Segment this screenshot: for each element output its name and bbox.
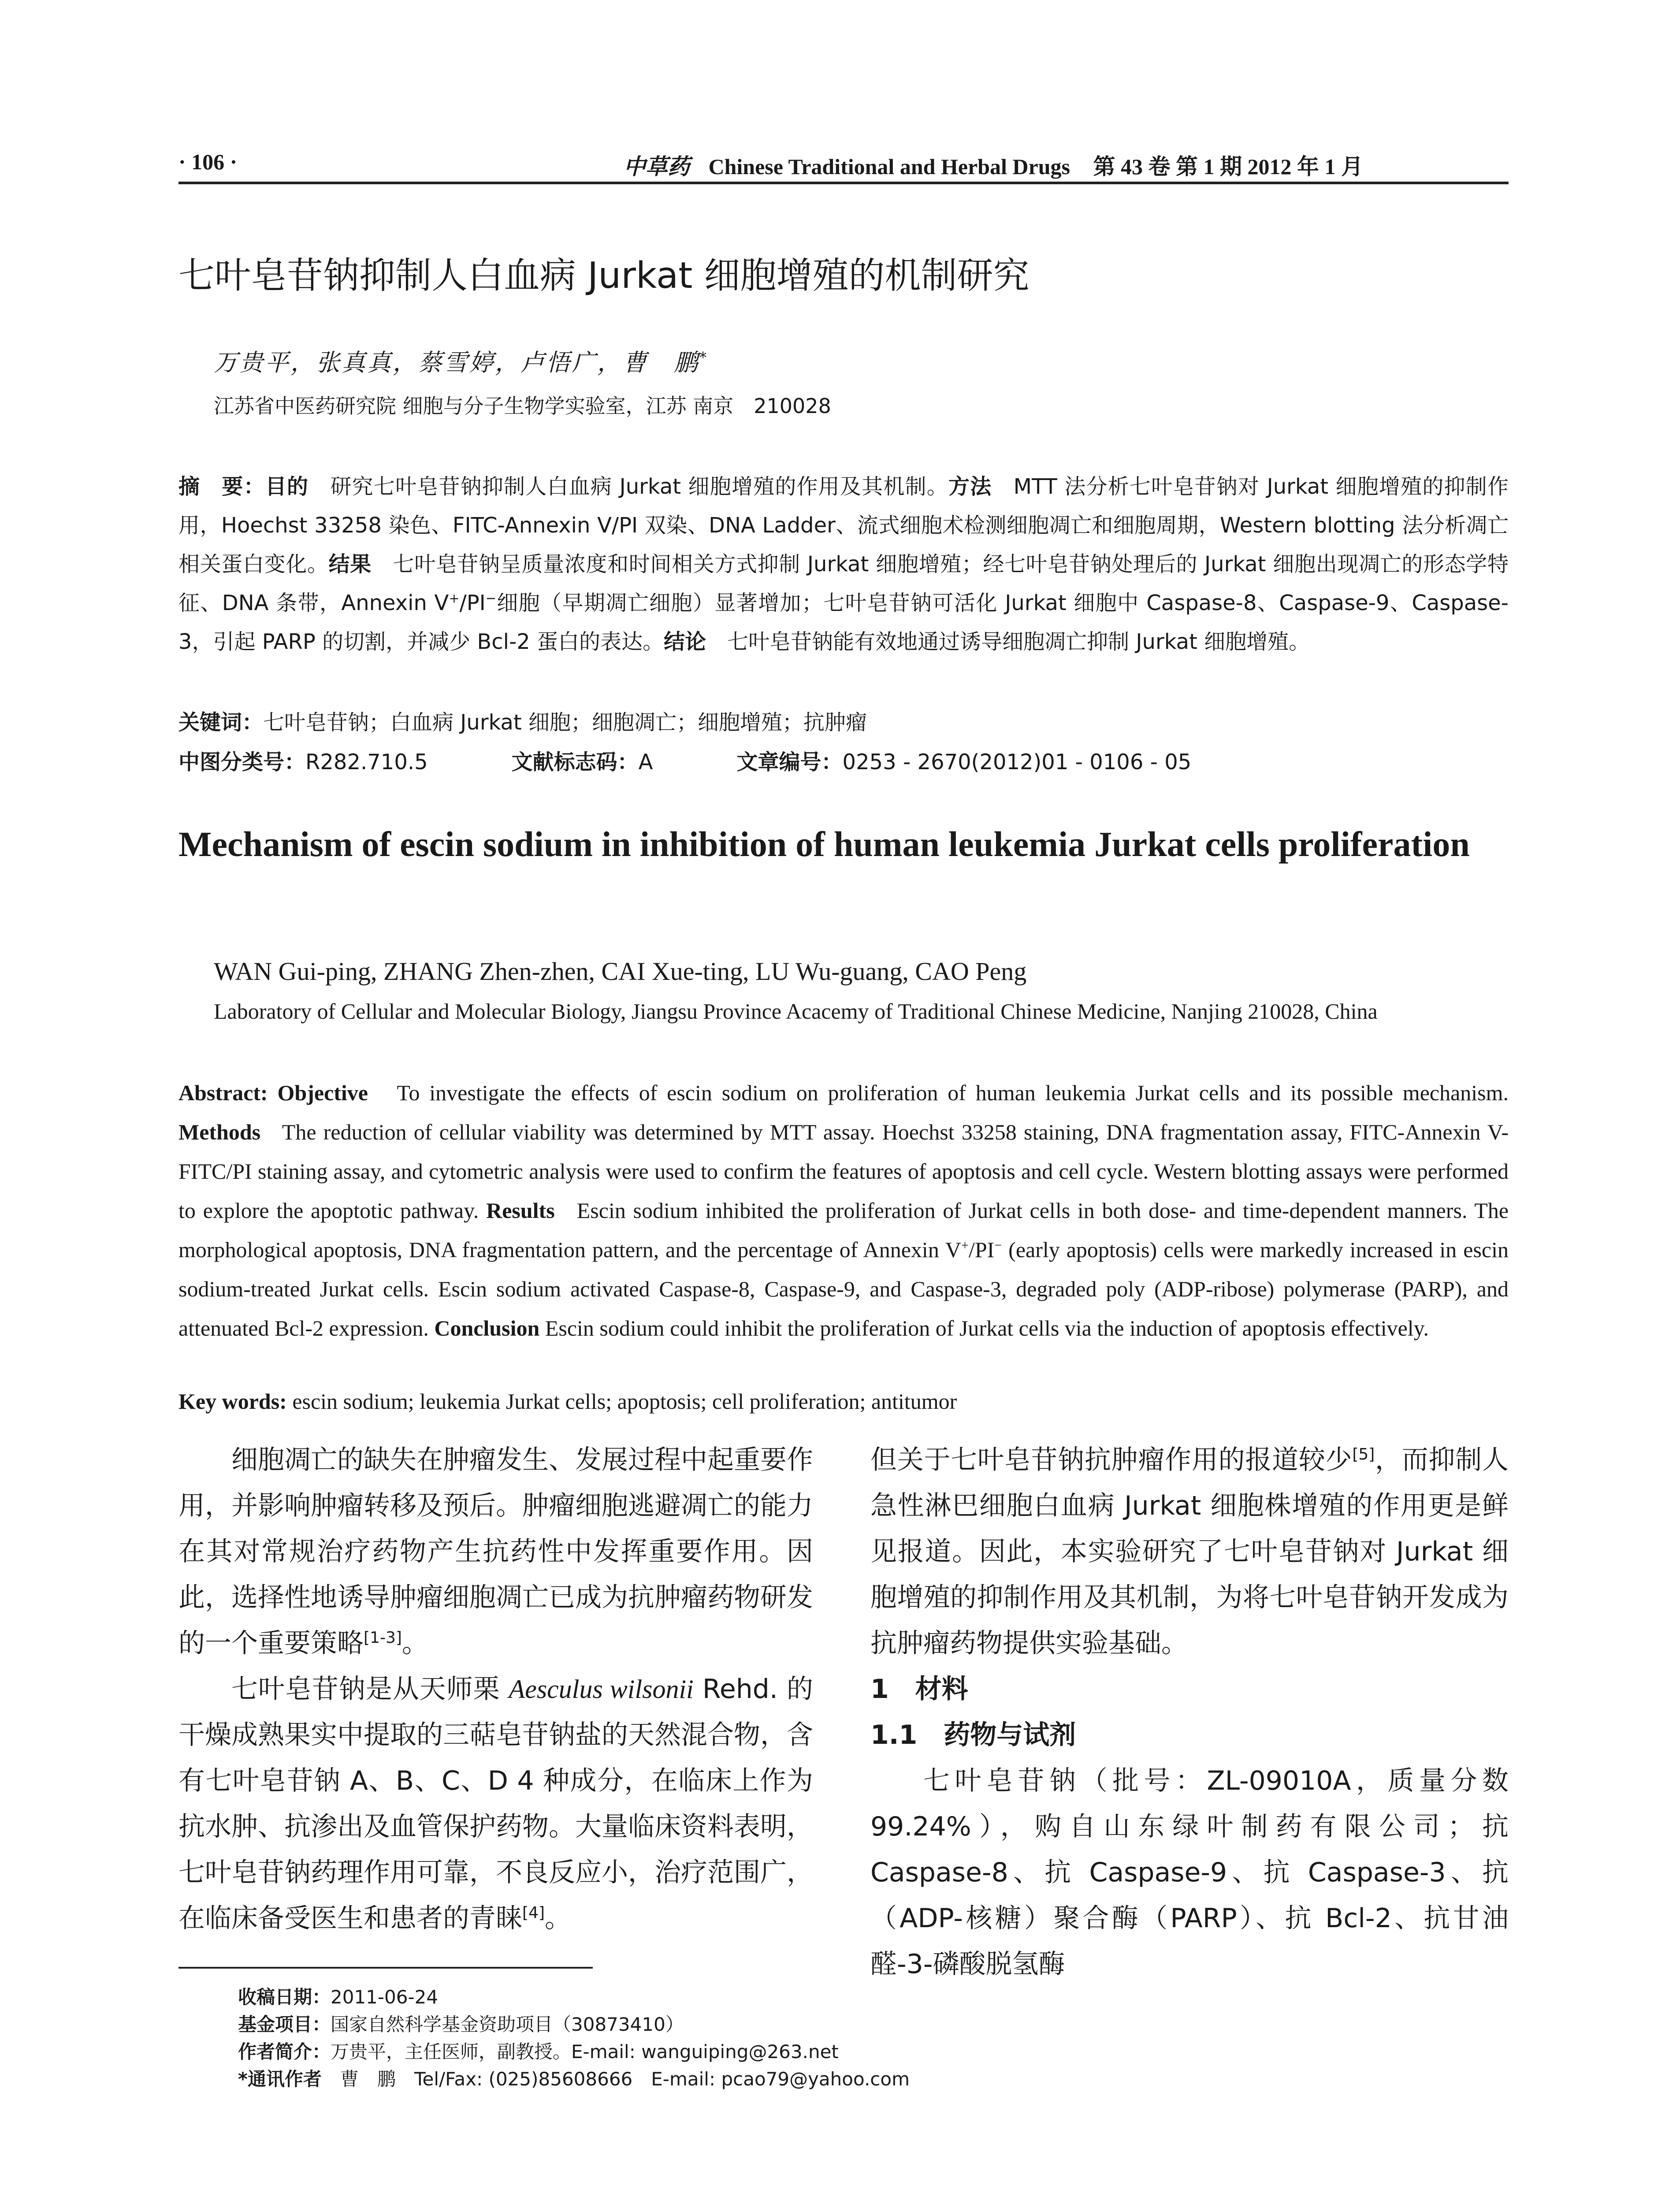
- affiliation-cn: 江苏省中医药研究院 细胞与分子生物学实验室，江苏 南京 210028: [214, 394, 831, 418]
- body-column-right: [870, 1437, 1509, 1987]
- footnote-received: [238, 1984, 910, 2011]
- title-cn: 七叶皂苷钠抑制人白血病 Jurkat 细胞增殖的机制研究: [178, 255, 1030, 297]
- article-label: 文章编号：: [736, 750, 843, 774]
- superscript-plus: +: [961, 1238, 969, 1253]
- body-text: ，而抑制人急性淋巴细胞白血病 Jurkat 细胞株增殖的作用更是鲜见报道。因此，本实验研究了七叶皂苷钠对 Jurkat 细胞增殖的抑制作用及其机制，为将七叶皂苷钠开发成为抗肿瘤药物提供实验基础。: [870, 1445, 1509, 1659]
- keywords-cn-label: 关键词：: [178, 710, 264, 735]
- footnote-text: 2011-06-24: [331, 1986, 439, 2008]
- abstract-en-methods: The reduction of cellular viability was determined by MTT assay. Hoechst 33258 staining, DNA fragmentation assay, FITC-Annexin V-FITC/PI staining assay, and cytometric analysis were used to confirm the features of apoptosis and cell cycle. Western blotting assays were performed to explore the apoptotic pathway.: [178, 1120, 1509, 1223]
- abstract-cn-results-c: 细胞（早期凋亡细胞）显著增加；七叶皂苷钠可活化 Jurkat 细胞中 Caspase-8、Caspase-9、Caspase-3，引起 PARP 的切割，并减少 Bcl-2 蛋白的表达。: [178, 591, 1509, 654]
- subsection-heading: 1.1 药物与试剂: [870, 1720, 1076, 1750]
- keywords-cn: [178, 705, 1509, 736]
- citation-ref: [1-3]: [364, 1629, 402, 1647]
- superscript-minus: −: [485, 591, 496, 606]
- footnote-text: 曹 鹏 Tel/Fax: (025)85608666 E-mail: pcao79@yahoo.com: [340, 2068, 910, 2090]
- keywords-en-label: Key words:: [178, 1389, 287, 1414]
- abstract-cn-objective-label: 目的: [265, 474, 309, 499]
- doc-value: A: [638, 750, 653, 774]
- abstract-cn-results-label: 结果: [328, 552, 372, 577]
- body-text: 七叶皂苷钠是从天师栗: [231, 1674, 509, 1705]
- journal-line: [624, 149, 1363, 181]
- article-number: [737, 750, 1192, 774]
- footnote-text: 国家自然科学基金资助项目（30873410）: [331, 2014, 684, 2035]
- body-text: 但关于七叶皂苷钠抗肿瘤作用的报道较少: [870, 1445, 1353, 1475]
- footnote-label: *通讯作者: [238, 2068, 322, 2090]
- species-name: Aesculus wilsonii: [509, 1675, 694, 1704]
- body-paragraph: [870, 1437, 1509, 1666]
- footnote-text: 万贵平，主任医师，副教授。E-mail: wanguiping@263.net: [331, 2041, 839, 2063]
- authors-en: WAN Gui-ping, ZHANG Zhen-zhen, CAI Xue-ting, LU Wu-guang, CAO Peng: [214, 957, 1027, 986]
- journal-name-cn: 中草药: [624, 153, 690, 179]
- abstract-cn: [178, 467, 1509, 661]
- affiliation-en: Laboratory of Cellular and Molecular Biology, Jiangsu Province Acacemy of Traditional Chinese Medicine, Nanjing 210028, China: [214, 999, 1378, 1024]
- article-value: 0253 - 2670(2012)01 - 0106 - 05: [842, 750, 1192, 774]
- clc-code: [178, 750, 428, 774]
- abstract-cn-methods: MTT 法分析七叶皂苷钠对 Jurkat 细胞增殖的抑制作用，Hoechst 33258 染色、FITC-Annexin V/PI 双染、DNA Ladder、流式细胞术检测细胞凋亡和细胞周期，Western blotting 法分析凋亡相关蛋白变化。: [178, 474, 1509, 577]
- footnotes: [238, 1984, 910, 2093]
- abstract-en-conclusion: Escin sodium could inhibit the proliferation of Jurkat cells via the induction of apoptosis effectively.: [545, 1316, 1429, 1340]
- keywords-cn-text: 七叶皂苷钠；白血病 Jurkat 细胞；细胞凋亡；细胞增殖；抗肿瘤: [263, 710, 867, 735]
- keywords-en: [178, 1389, 1509, 1414]
- abstract-cn-label: 摘 要：: [178, 474, 265, 499]
- abstract-cn-conclusion: 七叶皂苷钠能有效地通过诱导细胞凋亡抑制 Jurkat 细胞增殖。: [727, 629, 1310, 654]
- body-paragraph: [178, 1666, 813, 1941]
- abstract-cn-conclusion-label: 结论: [664, 629, 706, 654]
- page-number: · 106 ·: [178, 149, 238, 174]
- running-header: [178, 145, 1509, 181]
- citation-ref: [4]: [522, 1904, 545, 1922]
- abstract-en-objective-label: Objective: [277, 1080, 368, 1105]
- footnote-corresponding: [238, 2066, 910, 2093]
- abstract-en-objective: To investigate the effects of escin sodium on proliferation of human leukemia Jurkat cells and its possible mechanism.: [397, 1080, 1509, 1105]
- superscript-plus: +: [449, 591, 460, 606]
- superscript-minus: −: [994, 1238, 1002, 1253]
- footnote-label: 收稿日期：: [238, 1986, 331, 2008]
- abstract-en-results-b: /PI: [968, 1237, 995, 1262]
- abstract-cn-objective: 研究七叶皂苷钠抑制人白血病 Jurkat 细胞增殖的作用及其机制。: [330, 474, 948, 499]
- footnote-label: 基金项目：: [238, 2014, 331, 2035]
- section-heading: 1 材料: [870, 1674, 968, 1705]
- body-text: 。: [401, 1628, 428, 1659]
- footnote-author: [238, 2038, 910, 2066]
- body-paragraph: 七叶皂苷钠（批号：ZL-09010A，质量分数 99.24%），购自山东绿叶制药有限公司；抗 Caspase-8、抗 Caspase-9、抗 Caspase-3、抗（ADP-核糖）聚合酶（PARP）、抗 Bcl-2、抗甘油醛-3-磷酸脱氢酶: [870, 1765, 1509, 1980]
- journal-issue: 第 43 卷 第 1 期 2012 年 1 月: [1093, 154, 1363, 179]
- doc-code: [512, 750, 653, 774]
- keywords-en-text: escin sodium; leukemia Jurkat cells; apoptosis; cell proliferation; antitumor: [292, 1389, 957, 1414]
- footnote-rule: [178, 1967, 593, 1969]
- abstract-cn-results-b: /PI: [459, 591, 486, 615]
- body-paragraph: [178, 1437, 813, 1666]
- doc-label: 文献标志码：: [511, 750, 639, 774]
- body-text: Rehd. 的干燥成熟果实中提取的三萜皂苷钠盐的天然混合物，含有七叶皂苷钠 A、B、C、D 4 种成分，在临床上作为抗水肿、抗渗出及血管保护药物。大量临床资料表明，七叶皂苷钠药理作用可靠，不良反应小，治疗范围广，在临床备受医生和患者的青睐: [178, 1674, 813, 1934]
- abstract-cn-results-a: 七叶皂苷钠呈质量浓度和时间相关方式抑制 Jurkat 细胞增殖；经七叶皂苷钠处理后的 Jurkat 细胞出现凋亡的形态学特征、DNA 条带，Annexin V: [178, 552, 1509, 615]
- authors-cn: [214, 344, 708, 378]
- abstract-en: [178, 1073, 1509, 1348]
- abstract-cn-methods-label: 方法: [948, 474, 992, 499]
- abstract-en-results-c: (early apoptosis) cells were markedly increased in escin sodium-treated Jurkat cells. Escin sodium activated Caspase-8, Caspase-9, and Caspase-3, degraded poly (ADP-ribose) polymerase (PARP), and attenuated Bcl-2 expression.: [178, 1237, 1509, 1340]
- footnote-label: 作者简介：: [238, 2041, 331, 2063]
- footnote-fund: [238, 2011, 910, 2038]
- body-text: 。: [545, 1903, 571, 1934]
- title-en: Mechanism of escin sodium in inhibition of human leukemia Jurkat cells proliferation: [178, 825, 1470, 864]
- citation-ref: [5]: [1352, 1445, 1375, 1463]
- clc-label: 中图分类号：: [178, 750, 306, 774]
- abstract-en-results-label: Results: [486, 1198, 555, 1223]
- abstract-en-results-a: Escin sodium inhibited the proliferation of Jurkat cells in both dose- and time-dependent manners. The morphological apoptosis, DNA fragmentation pattern, and the percentage of Annexin V: [178, 1198, 1509, 1262]
- abstract-en-label: Abstract:: [178, 1080, 268, 1105]
- abstract-en-conclusion-label: Conclusion: [434, 1316, 540, 1340]
- header-rule: [178, 182, 1509, 184]
- abstract-en-methods-label: Methods: [178, 1120, 261, 1144]
- body-column-left: [178, 1437, 813, 1941]
- corresponding-mark: *: [699, 349, 709, 366]
- clc-value: R282.710.5: [305, 750, 428, 774]
- journal-name-en: Chinese Traditional and Herbal Drugs: [708, 154, 1070, 179]
- authors-cn-names: 万贵平，张真真，蔡雪婷，卢悟广，曹 鹏: [214, 349, 699, 376]
- classification-line: [178, 745, 1509, 775]
- body-text: 细胞凋亡的缺失在肿瘤发生、发展过程中起重要作用，并影响肿瘤转移及预后。肿瘤细胞逃避凋亡的能力在其对常规治疗药物产生抗药性中发挥重要作用。因此，选择性地诱导肿瘤细胞凋亡已成为抗肿瘤药物研发的一个重要策略: [178, 1445, 813, 1659]
